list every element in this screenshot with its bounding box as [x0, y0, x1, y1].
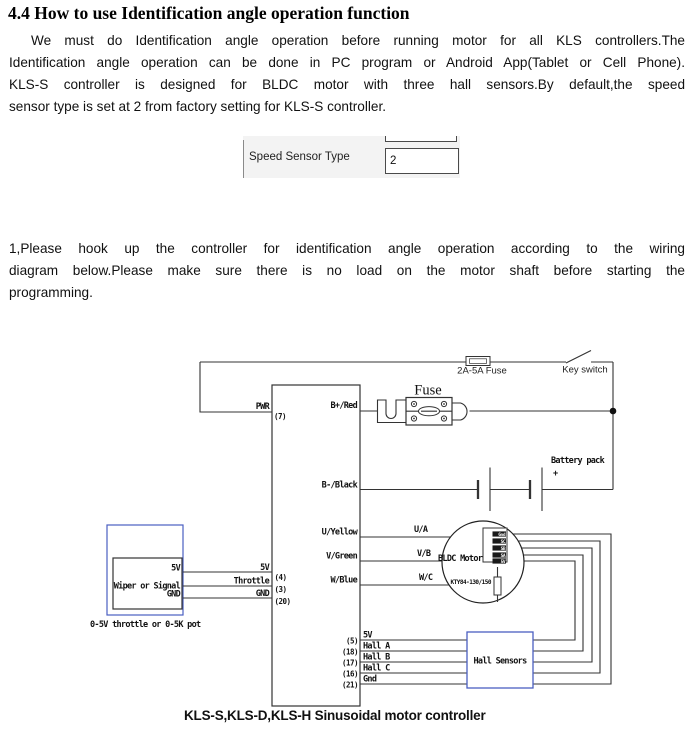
motor-label: BLDC Motor	[438, 554, 483, 564]
speed-sensor-widget	[243, 136, 460, 178]
small-fuse-label: 2A-5A Fuse	[457, 365, 507, 377]
throttle-pin-number: (4)	[274, 573, 287, 582]
vb-wire-label: V/B	[417, 549, 431, 559]
hall-sensors-box	[467, 632, 533, 688]
b-minus-label: B-/Black	[321, 480, 357, 491]
paragraph-line: diagram below.Please make sure there is no load on the motor shaft before starting the	[9, 263, 685, 278]
paragraph-line: sensor type is set at 2 from factory setting for KLS-S controller.	[9, 99, 387, 114]
fuse-label: Fuse	[414, 382, 442, 399]
paragraph-line: programming.	[9, 285, 93, 300]
motor-pin-label: Gnd	[498, 532, 506, 538]
hall-sensors-label: Hall Sensors	[473, 656, 527, 667]
junction-dot	[610, 408, 617, 415]
wc-wire-label: W/C	[419, 573, 433, 583]
main-fuse-symbol	[378, 398, 468, 426]
hall-pin-number: (21)	[341, 680, 358, 690]
motor-pin-label: SC	[500, 539, 506, 545]
throttle-inner-label: GND	[166, 589, 180, 600]
hall-pin-number: (18)	[341, 647, 358, 657]
hall-wire-label: Hall B	[363, 652, 390, 663]
hall-pin-number: (16)	[341, 669, 358, 679]
v-phase-label: V/Green	[326, 551, 357, 562]
motor-pin-label: 5V	[500, 559, 506, 565]
hall-wire-label: Gnd	[363, 674, 377, 685]
hall-pin-number: (5)	[345, 636, 358, 646]
paragraph-line: KLS-S controller is designed for BLDC motor with three hall sensors.By default,the speed	[9, 77, 685, 92]
phase-wires	[360, 537, 450, 585]
throttle-note: 0-5V throttle or 0-5K pot	[90, 620, 201, 630]
motor-pin-label: SB	[500, 546, 506, 552]
paragraph-line: We must do Identification angle operation before running motor for all KLS controllers.The	[31, 33, 685, 48]
paragraph-line: Identification angle operation can be done in PC program or Android App(Tablet or Cell Phone).	[9, 55, 685, 70]
hall-wire-label: Hall C	[363, 663, 390, 674]
throttle-wire-label: 5V	[260, 563, 269, 573]
paragraph-intro	[9, 30, 685, 118]
speed-sensor-type-input[interactable]	[385, 148, 459, 174]
pwr-label: PWR	[255, 402, 269, 412]
throttle-pin-number: (20)	[274, 597, 291, 606]
section-heading: 4.4 How to use Identification angle operation function	[8, 3, 410, 23]
diagram-caption: KLS-S,KLS-D,KLS-H Sinusoidal motor controller	[184, 708, 486, 723]
hall-wire-label: Hall A	[363, 641, 390, 652]
u-phase-label: U/Yellow	[321, 527, 357, 538]
w-phase-label: W/Blue	[330, 575, 357, 586]
battery-pack-label: Battery pack	[551, 456, 605, 466]
motor-pin-label: SA	[500, 553, 506, 559]
widget-divider	[243, 140, 244, 178]
small-fuse-symbol	[466, 357, 490, 366]
throttle-wire-label: GND	[255, 589, 269, 599]
battery-plus-sign: +	[553, 469, 558, 479]
throttle-inner-label: 5V	[171, 563, 180, 574]
speed-sensor-type-label: Speed Sensor Type	[249, 151, 350, 163]
ua-wire-label: U/A	[414, 525, 428, 535]
paragraph-line: 1,Please hook up the controller for identification angle operation according to the wiring	[9, 241, 685, 256]
hall-wire-label: 5V	[363, 630, 372, 641]
partial-field-above	[385, 136, 457, 142]
paragraph-step1	[9, 238, 685, 304]
kty-label: KTY84-130/150	[450, 579, 491, 586]
bldc-motor	[438, 521, 524, 603]
wiring-diagram	[0, 350, 693, 730]
hall-pin-number: (17)	[341, 658, 358, 668]
throttle-inner-label: Wiper or Signal	[113, 581, 180, 592]
throttle-wire-label: Throttle	[233, 576, 269, 587]
b-plus-label: B+/Red	[330, 401, 357, 411]
key-switch-label: Key switch	[562, 364, 608, 376]
key-switch-blade	[566, 351, 591, 364]
pwr-pin-number: (7)	[274, 412, 287, 421]
throttle-pin-number: (3)	[274, 585, 287, 594]
